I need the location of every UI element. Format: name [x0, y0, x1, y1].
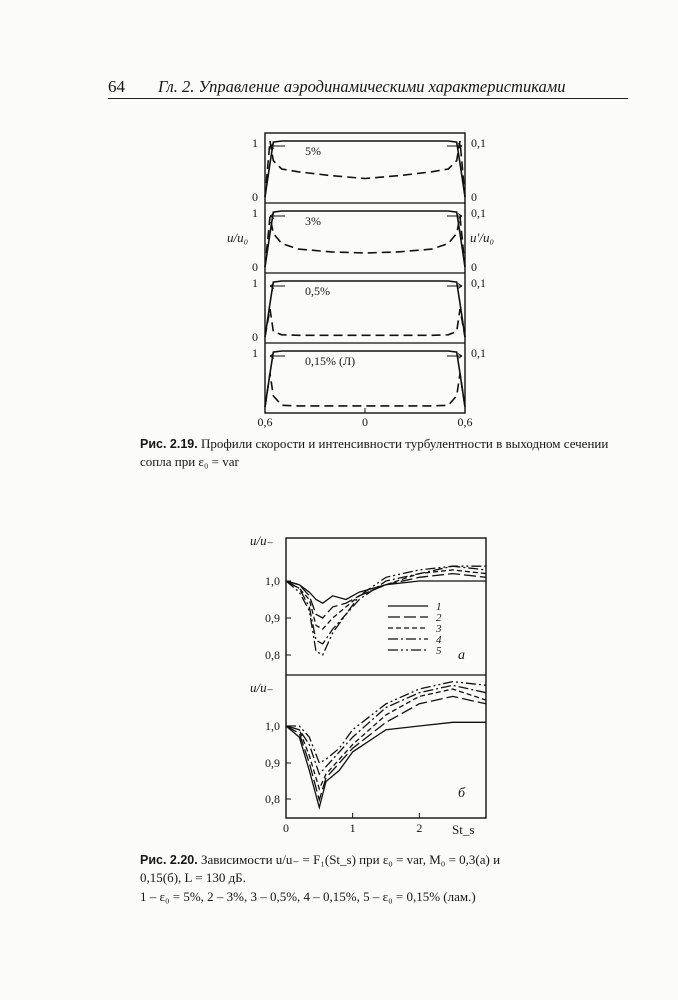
figure-2-20-x-axis-label: St_s — [452, 822, 475, 837]
figure-2-19-panel-label: 5% — [305, 144, 321, 158]
chapter-title: Гл. 2. Управление аэродинамическими характеристиками — [158, 77, 566, 96]
figure-2-20-panel-label: б — [458, 786, 466, 801]
figure-2-20-y-axis-label: u/u₋ — [250, 680, 274, 695]
figure-2-19-left-tick: 1 — [252, 276, 258, 290]
figure-2-20-y-axis-label: u/u₋ — [250, 533, 274, 548]
figure-2-20-legend-label: 4 — [436, 634, 442, 646]
figure-2-20-x-tick-label: 0 — [283, 821, 289, 835]
figure-2-20-y-tick-label: 0,9 — [265, 611, 280, 625]
figure-2-20-y-tick-label: 0,8 — [265, 792, 280, 806]
figure-2-20-legend-label: 2 — [436, 612, 442, 624]
figure-2-19-left-tick: 0 — [252, 330, 258, 344]
figure-2-19-x-tick-label: 0 — [362, 415, 368, 429]
figure-2-19-x-tick-label: 0,6 — [257, 415, 273, 429]
figure-2-19-panel-label: 0,5% — [305, 284, 330, 298]
figure-2-19-panel-label: 0,15% (Л) — [305, 354, 356, 368]
figure-2-20-legend-label: 3 — [436, 623, 442, 635]
figure-2-19-right-axis-label: u′/u₀ — [470, 230, 494, 245]
figure-2-20-series-5 — [286, 566, 486, 655]
figure-2-20-legend-label: 1 — [436, 601, 442, 613]
figure-2-20-caption-line3: 1 – ε₀ = 5%, 2 – 3%, 3 – 0,5%, 4 – 0,15%, 5 – ε₀ = 0,15% (лам.) — [140, 889, 476, 904]
figure-2-19-right-tick: 0,1 — [471, 276, 486, 290]
figure-2-19-right-tick: 0 — [471, 260, 477, 274]
figure-2-20-x-tick-label: 2 — [416, 821, 423, 835]
figure-2-19-right-tick: 0,1 — [471, 206, 486, 220]
figure-2-19-right-tick: 0,1 — [471, 346, 486, 360]
page-number: 64 — [108, 77, 125, 96]
figure-2-19-left-tick: 0 — [252, 190, 258, 204]
figure-2-20-y-tick-label: 1,0 — [265, 574, 280, 588]
figure-2-19-right-tick: 0 — [471, 190, 477, 204]
figure-2-19-left-tick: 1 — [252, 346, 258, 360]
figure-2-20-y-tick-label: 0,9 — [265, 756, 280, 770]
figure-2-19-panel-label: 3% — [305, 214, 321, 228]
figure-2-19-caption-text: Профили скорости и интенсивности турбулентности в выходном сечении сопла при ε₀ = var — [140, 436, 609, 469]
figure-2-20-y-tick-label: 0,8 — [265, 648, 280, 662]
figure-2-19-left-tick: 0 — [252, 260, 258, 274]
figure-2-19-left-tick: 1 — [252, 206, 258, 220]
figure-2-20-caption-line1: Зависимости u/u₋ = F₁(St_s) при ε₀ = var, M₀ = 0,3(а) и — [200, 852, 501, 867]
figure-2-20-y-tick-label: 1,0 — [265, 719, 280, 733]
figure-2-20-caption-line2: 0,15(б), L = 130 дБ. — [140, 870, 246, 885]
figure-2-20-series-1 — [286, 722, 486, 807]
figure-2-19-x-tick-label: 0,6 — [457, 415, 473, 429]
figure-2-20-x-tick-label: 1 — [349, 821, 356, 835]
figure-2-20-legend-label: 5 — [436, 645, 442, 657]
figure-2-19-left-tick: 1 — [252, 136, 258, 150]
figure-2-20-caption — [140, 851, 620, 905]
figure-2-20-caption-label: Рис. 2.20. — [140, 853, 198, 867]
figure-2-19-left-axis-label: u/u₀ — [227, 230, 249, 245]
figure-2-20-frame — [286, 538, 486, 818]
figure-2-19-caption-label: Рис. 2.19. — [140, 437, 198, 451]
figure-2-20-panel-label: а — [458, 648, 465, 663]
figure-2-20-series-2 — [286, 574, 486, 618]
figure-2-20-series-2 — [286, 696, 486, 800]
figure-2-19-right-tick: 0,1 — [471, 136, 486, 150]
